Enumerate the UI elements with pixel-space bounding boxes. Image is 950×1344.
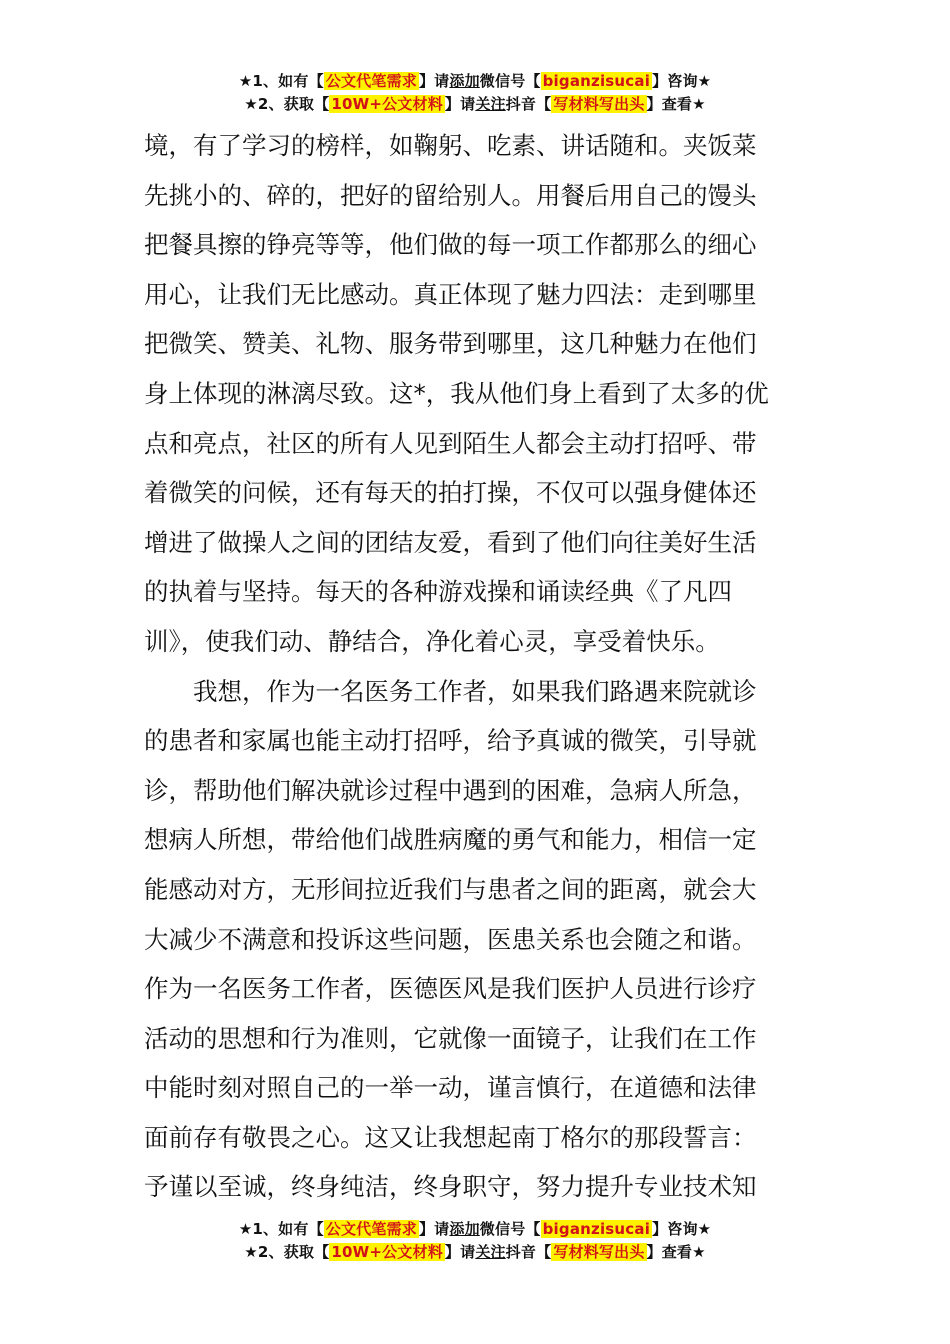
banner-highlight: 写材料写出头 <box>553 95 645 113</box>
body-line: 想病人所想，带给他们战胜病魔的勇气和能力，相信一定 <box>144 825 757 855</box>
header-banner <box>0 70 950 116</box>
body-line: 的执着与坚持。每天的各种游戏操和诵读经典《了凡四 <box>144 577 732 607</box>
body-line: 境，有了学习的榜样，如鞠躬、吃素、讲话随和。夹饭菜 <box>144 131 757 160</box>
body-line: 大减少不满意和投诉这些问题，医患关系也会随之和谐。 <box>144 924 757 954</box>
body-line: 中能时刻对照自己的一举一动，谨言慎行，在道德和法律 <box>144 1073 757 1103</box>
banner-highlight: biganzisucai <box>542 1220 651 1238</box>
body-line: 先挑小的、碎的，把好的留给别人。用餐后用自己的馒头 <box>144 180 757 210</box>
footer-banner-line-2 <box>0 1241 950 1264</box>
body-line: 能感动对方，无形间拉近我们与患者之间的距离，就会大 <box>144 874 757 904</box>
banner-text: 微信号【 <box>479 1220 541 1238</box>
body-line: 增进了做操人之间的团结友爱，看到了他们向往美好生活 <box>144 527 757 557</box>
document-body <box>144 121 806 1212</box>
body-line: 作为一名医务工作者，医德医风是我们医护人员进行诊疗 <box>144 974 757 1004</box>
paragraph-start-line: 我想，作为一名医务工作者，如果我们路遇来院就诊 <box>193 676 757 706</box>
banner-emphasis: 关注 <box>475 1243 506 1261</box>
banner-text: 微信号【 <box>479 72 541 90</box>
banner-text: 】请 <box>418 1220 450 1238</box>
banner-text: 】查看★ <box>646 95 706 113</box>
body-line: 活动的思想和行为准则，它就像一面镜子，让我们在工作 <box>144 1023 757 1053</box>
footer-banner <box>0 1218 950 1264</box>
body-line: 用心，让我们无比感动。真正体现了魅力四法：走到哪里 <box>144 279 757 309</box>
banner-emphasis: 添加 <box>449 1220 480 1238</box>
banner-text: ★1、如有【 <box>238 1220 324 1238</box>
body-line: 身上体现的淋漓尽致。这*，我从他们身上看到了太多的优 <box>144 378 769 408</box>
banner-text: 抖音【 <box>505 95 552 113</box>
body-line: 予谨以至诚，终身纯洁，终身职守，努力提升专业技术知 <box>144 1172 757 1202</box>
banner-text: ★2、获取【 <box>244 1243 330 1261</box>
banner-text: 】咨询★ <box>652 72 712 90</box>
banner-highlight: 10W+公文材料 <box>331 1243 443 1261</box>
banner-highlight: 10W+公文材料 <box>331 95 443 113</box>
body-line: 的患者和家属也能主动打招呼，给予真诚的微笑，引导就 <box>144 726 757 756</box>
banner-highlight: 公文代笔需求 <box>325 1220 417 1238</box>
footer-banner-line-1 <box>0 1218 950 1241</box>
body-line: 把餐具擦的铮亮等等，他们做的每一项工作都那么的细心 <box>144 230 757 260</box>
banner-text: 】请 <box>418 72 450 90</box>
body-line: 面前存有敬畏之心。这又让我想起南丁格尔的那段誓言： <box>144 1122 757 1152</box>
banner-text: 抖音【 <box>505 1243 552 1261</box>
body-line: 着微笑的问候，还有每天的拍打操，不仅可以强身健体还 <box>144 478 757 508</box>
banner-highlight: 公文代笔需求 <box>325 72 417 90</box>
banner-text: ★2、获取【 <box>244 95 330 113</box>
body-line: 训》，使我们动、静结合，净化着心灵，享受着快乐。 <box>144 626 720 656</box>
header-banner-line-2 <box>0 93 950 116</box>
banner-text: 】咨询★ <box>652 1220 712 1238</box>
banner-highlight: 写材料写出头 <box>553 1243 645 1261</box>
banner-emphasis: 添加 <box>449 72 480 90</box>
header-banner-line-1 <box>0 70 950 93</box>
body-line: 点和亮点，社区的所有人见到陌生人都会主动打招呼、带 <box>144 428 757 458</box>
banner-text: 】查看★ <box>646 1243 706 1261</box>
body-line: 把微笑、赞美、礼物、服务带到哪里，这几种魅力在他们 <box>144 329 757 359</box>
banner-highlight: biganzisucai <box>542 72 651 90</box>
banner-emphasis: 关注 <box>475 95 506 113</box>
banner-text: 】请 <box>444 95 476 113</box>
banner-text: ★1、如有【 <box>238 72 324 90</box>
banner-text: 】请 <box>444 1243 476 1261</box>
body-line: 诊，帮助他们解决就诊过程中遇到的困难，急病人所急， <box>144 775 757 805</box>
